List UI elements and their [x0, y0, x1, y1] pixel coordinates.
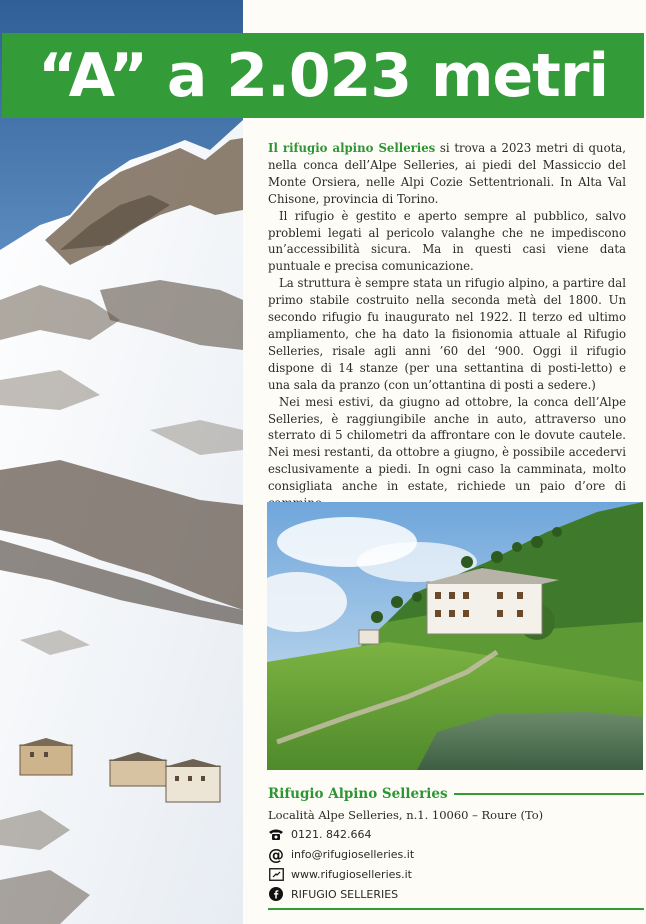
article-body [268, 140, 626, 529]
page-title: “A” a 2.023 metri [37, 40, 609, 111]
mountain-photo [0, 0, 243, 924]
article-paragraph-1-text: si trova a 2023 metri di quota, nella conca dell’Alpe Selleries, ai piedi del Massiccio del Monte Orsiera, nelle Alpi Cozie Settentrionali. In Alta Val Chisone, provincia di Torino. [268, 141, 626, 206]
contact-header [268, 786, 644, 802]
at-sign-icon: @ [268, 844, 284, 864]
contact-facebook[interactable]: RIFUGIO SELLERIES [291, 887, 399, 901]
contact-phone: 0121. 842.664 [291, 827, 372, 841]
web-icon [268, 866, 284, 882]
article-paragraph-4: Nei mesi estivi, da giugno ad ottobre, la conca dell’Alpe Selleries, è raggiungibile anche in auto, attraverso uno sterrato di 5 chilometri da affrontare con le dovute cautele. Nei mesi restanti, da ottobre a giugno, è possibile accedervi esclusivamente a piedi. In ogni caso la camminata, molto consigliata anche in estate, richiede un paio d’ore di [268, 394, 626, 494]
refuge-photo [267, 502, 643, 770]
contact-address: Località Alpe Selleries, n.1. 10060 – Roure (To) [268, 808, 544, 822]
phone-icon [268, 826, 284, 842]
contact-name: Rifugio Alpino Selleries [268, 786, 448, 802]
contact-phone-row [268, 826, 644, 842]
facebook-icon [268, 886, 284, 902]
article-paragraph-2: Il rifugio è gestito e aperto sempre al pubblico, salvo problemi legati al pericolo valanghe che ne impediscono un’accessibilità sicura. Ma in questi casi viene data puntuale e precisa comunicazione. [268, 208, 626, 274]
article-lead: Il rifugio alpino Selleries [268, 141, 436, 155]
contact-website[interactable]: www.rifugioselleries.it [291, 867, 412, 881]
contact-website-row [268, 866, 644, 882]
article-paragraph-1 [268, 140, 626, 208]
contact-email[interactable]: info@rifugioselleries.it [291, 847, 415, 861]
contact-bottom-rule [268, 908, 644, 910]
contact-email-row [268, 846, 644, 862]
contact-block [268, 786, 644, 910]
article-paragraph-3: La struttura è sempre stata un rifugio alpino, a partire dal primo stabile costruito nella seconda metà del 1800. Un secondo rifugio fu inaugurato nel 1922. Il terzo ed ultimo ampliamento, che ha dato la fisionomia attuale al Rifugio Selleries, risale agli anni ’60 del ‘900. Oggi il rifugio dispone di 14 stanze (per una settantina di posti-letto) e una sala da pranzo (con un’ottantina di posti a sedere.) [268, 276, 626, 392]
title-banner [2, 33, 644, 118]
contact-header-rule [454, 793, 644, 795]
contact-facebook-row [268, 886, 644, 902]
